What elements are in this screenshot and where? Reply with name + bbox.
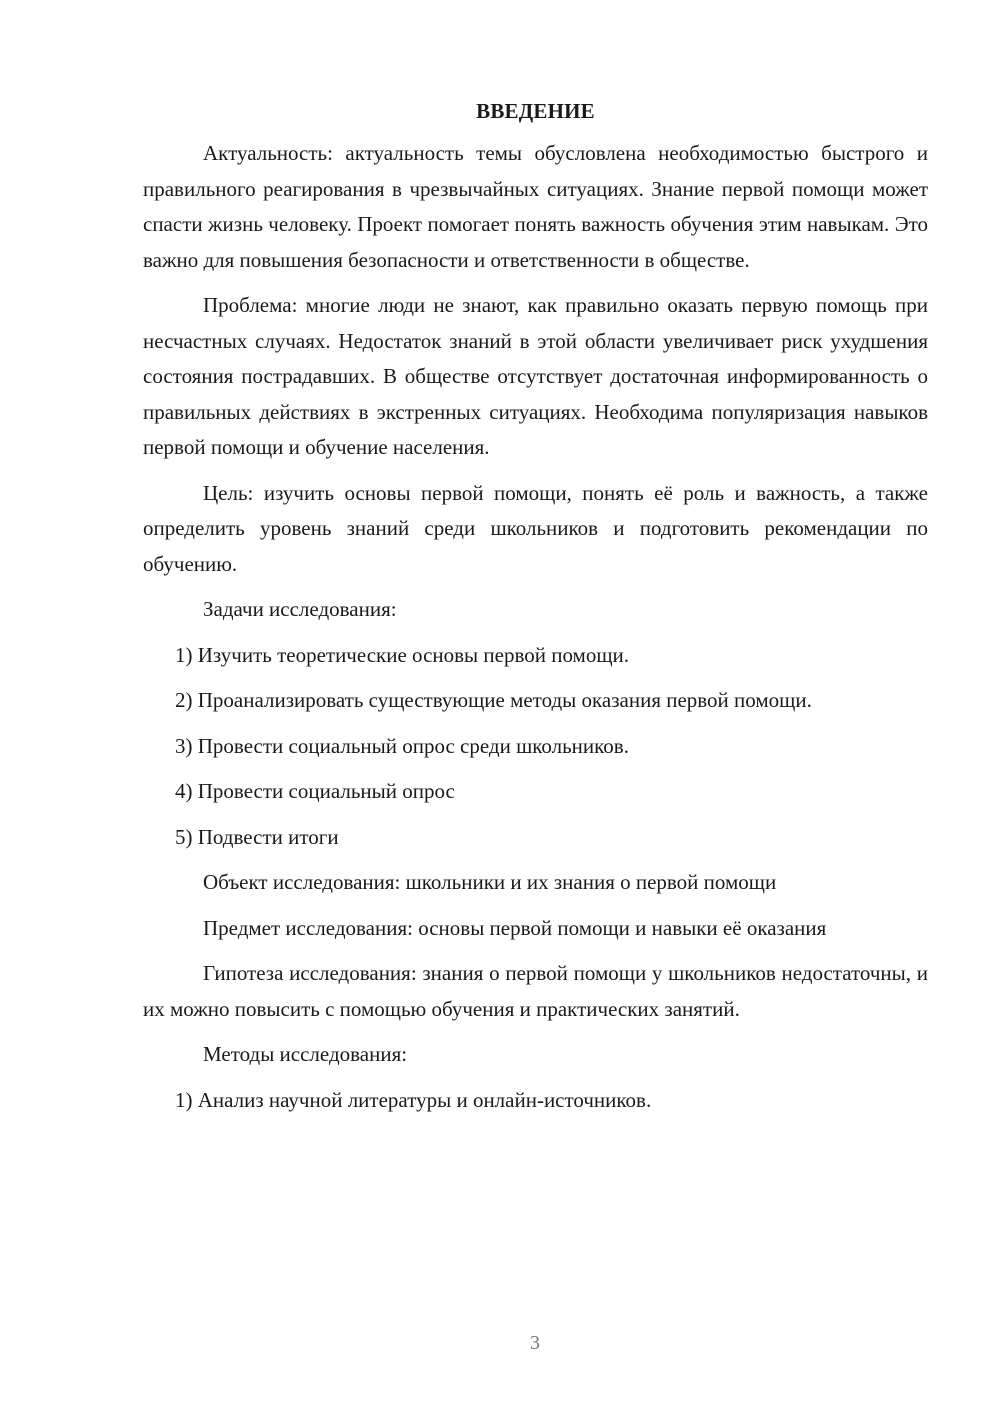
relevance-paragraph: Актуальность: актуальность темы обусловлена необходимостью быстрого и правильного реагирования в чрезвычайных ситуациях. Знание первой помощи может спасти жизнь человеку. Проект помогает понять важность обучения этим навыкам. Это важно для повышения безопасности и ответственности в обществе. bbox=[143, 141, 928, 272]
task-item: 3) Провести социальный опрос среди школьников. bbox=[175, 733, 629, 758]
task-item: 2) Проанализировать существующие методы оказания первой помощи. bbox=[175, 688, 812, 712]
goal-paragraph: Цель: изучить основы первой помощи, понять её роль и важность, а также определить уровень знаний среди школьников и подготовить рекомендации по обучению. bbox=[143, 480, 928, 576]
problem-paragraph: Проблема: многие люди не знают, как правильно оказать первую помощь при несчастных случаях. Недостаток знаний в этой области увеличивает риск ухудшения состояния пострадавших. В обществе отсутствует достаточная информированность о правильных действиях в экстренных ситуациях. Необходима популяризация навыков первой помощи и обучение населения. bbox=[143, 293, 928, 459]
page-number: 3 bbox=[530, 1332, 540, 1354]
method-item: 1) Анализ научной литературы и онлайн-источников. bbox=[175, 1087, 652, 1112]
subject-paragraph: Предмет исследования: основы первой помощи и навыки её оказания bbox=[203, 915, 827, 940]
hypothesis-paragraph: Гипотеза исследования: знания о первой помощи у школьников недостаточны, и их можно повысить с помощью обучения и практических занятий. bbox=[143, 961, 928, 1021]
task-item: 5) Подвести итоги bbox=[175, 824, 339, 849]
object-paragraph: Объект исследования: школьники и их знания о первой помощи bbox=[203, 870, 777, 894]
task-item: 1) Изучить теоретические основы первой помощи. bbox=[175, 642, 630, 667]
methods-list bbox=[143, 1083, 928, 1119]
tasks-title: Задачи исследования: bbox=[203, 597, 397, 621]
task-item: 4) Провести социальный опрос bbox=[175, 779, 455, 803]
section-heading: ВВЕДЕНИЕ bbox=[476, 99, 595, 123]
tasks-list bbox=[143, 638, 928, 856]
document-page bbox=[143, 96, 928, 1128]
methods-title: Методы исследования: bbox=[203, 1042, 408, 1066]
